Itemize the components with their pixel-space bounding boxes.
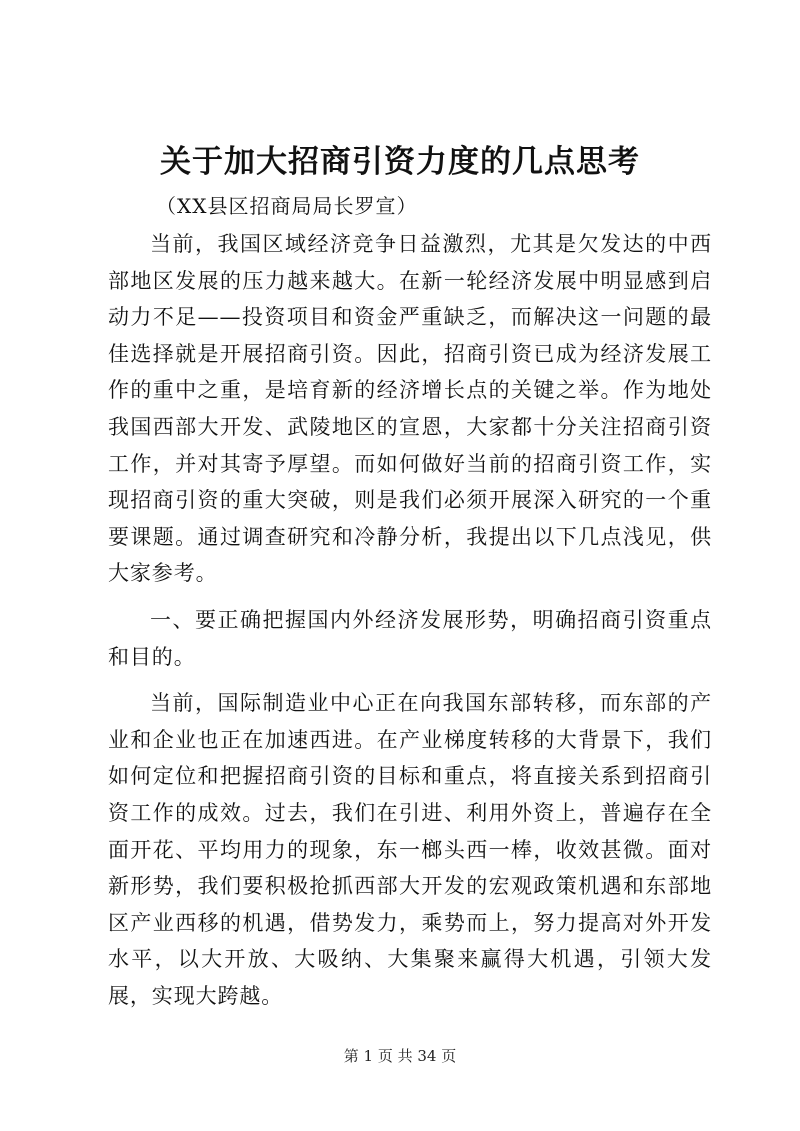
body-paragraph: 当前，国际制造业中心正在向我国东部转移，而东部的产业和企业也正在加速西进。在产业梯度转移的大背景下，我们如何定位和把握招商引资的目标和重点，将直接关系到招商引资工作的成效。过去，我们在引进、利用外资上，普遍存在全面开花、平均用力的现象，东一榔头西一棒，收效甚微。面对新形势，我们要积极抢抓西部大开发的宏观政策机遇和东部地区产业西移的机遇，借势发力，乘势而上，努力提高对外开发水平，以大开放、大吸纳、大集聚来赢得大机遇，引领大发展，实现大跨越。 xyxy=(108,691,712,1008)
document-title: 关于加大招商引资力度的几点思考 xyxy=(160,144,640,180)
section-heading: 一、要正确把握国内外经济发展形势，明确招商引资重点和目的。 xyxy=(108,607,712,669)
document-body xyxy=(108,226,712,1014)
author-line: （XX县区招商局局长罗宣） xyxy=(156,194,418,218)
body-paragraph: 当前，我国区域经济竞争日益激烈，尤其是欠发达的中西部地区发展的压力越来越大。在新一轮经济发展中明显感到启动力不足——投资项目和资金严重缺乏，而解决这一问题的最佳选择就是开展招商引资。因此，招商引资已成为经济发展工作的重中之重，是培育新的经济增长点的关键之举。作为地处我国西部大开发、武陵地区的宣恩，大家都十分关注招商引资工作，并对其寄予厚望。而如何做好当前的招商引资工作，实现招商引资的重大突破，则是我们必须开展深入研究的一个重要课题。通过调查研究和冷静分析，我提出以下几点浅见，供大家参考。 xyxy=(108,232,712,586)
page-number: 第 1 页 共 34 页 xyxy=(343,1047,457,1065)
